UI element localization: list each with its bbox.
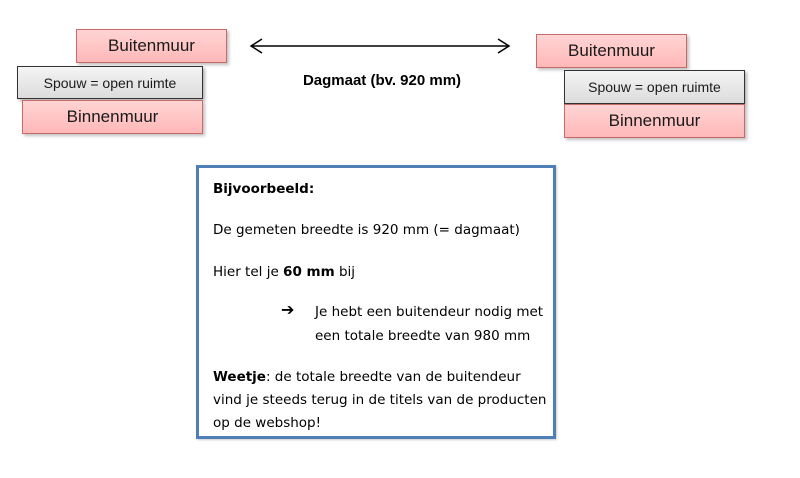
tip-line-1 — [213, 366, 521, 388]
tip-text-1: : de totale breedte van de buitendeur — [265, 369, 521, 385]
left-cavity — [17, 66, 203, 99]
right-arrow-icon: ➔ — [281, 300, 295, 319]
right-cavity-label: Spouw = open ruimte — [588, 79, 721, 95]
dagmaat-label: Dagmaat (bv. 920 mm) — [302, 72, 462, 89]
left-inner-wall — [22, 100, 203, 134]
tip-label: Weetje — [213, 369, 266, 385]
example-box — [196, 165, 556, 439]
add-suffix: bij — [334, 264, 356, 280]
right-cavity — [564, 70, 745, 104]
result-line-1: Je hebt een buitendeur nodig met — [315, 304, 544, 320]
left-inner-wall-label: Binnenmuur — [66, 107, 159, 126]
double-arrow-icon — [248, 36, 512, 56]
add-prefix: Hier tel je — [213, 264, 284, 280]
left-cavity-label: Spouw = open ruimte — [43, 74, 177, 91]
right-outer-wall — [536, 34, 687, 68]
right-inner-wall-label: Binnenmuur — [608, 111, 701, 130]
add-value: 60 mm — [283, 264, 335, 280]
tip-line-2: vind je steeds terug in de titels van de producten — [213, 392, 547, 408]
example-measured: De gemeten breedte is 920 mm (= dagmaat) — [213, 222, 520, 238]
result-line-2: een totale breedte van 980 mm — [315, 328, 531, 344]
example-add-line — [213, 261, 355, 283]
tip-line-3: op de webshop! — [213, 415, 322, 431]
right-inner-wall — [564, 104, 745, 138]
example-heading: Bijvoorbeeld: — [213, 181, 315, 197]
left-outer-wall-label: Buitenmuur — [108, 36, 195, 55]
right-outer-wall-label: Buitenmuur — [568, 41, 655, 60]
left-outer-wall — [76, 29, 227, 63]
